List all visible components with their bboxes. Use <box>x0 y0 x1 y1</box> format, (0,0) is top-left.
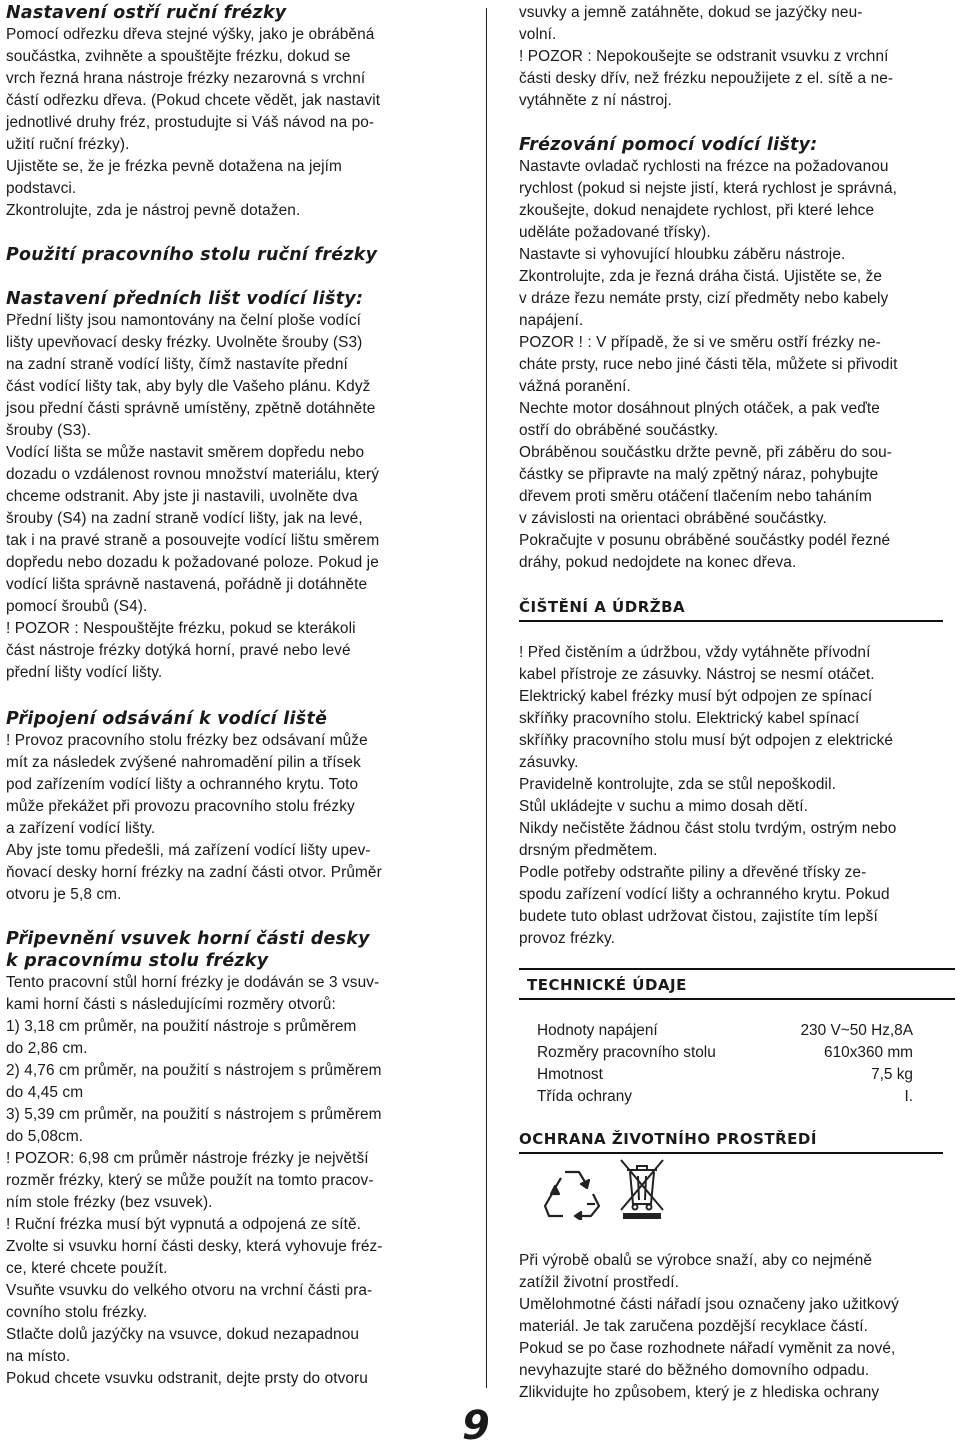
heading-environment: OCHRANA ŽIVOTNÍHO PROSTŘEDÍ <box>519 1130 943 1154</box>
text-line: Pokud chcete vsuvku odstranit, dejte prsty do otvoru <box>6 1370 368 1387</box>
spec-label: Hodnoty napájení <box>537 1022 658 1039</box>
text-line: podstavci. <box>6 180 77 197</box>
text-inserts <box>6 972 444 1390</box>
heading-technical-data: TECHNICKÉ ÚDAJE <box>519 968 955 1000</box>
heading-table-usage: Použití pracovního stolu ruční frézky <box>6 245 378 265</box>
text-line: ! Ruční frézka musí být vypnutá a odpojená ze sítě. <box>6 1216 361 1233</box>
text-blade-setting <box>6 24 444 222</box>
text-line: a zařízení vodící lišty. <box>6 820 156 837</box>
text-line: do 5,08cm. <box>6 1128 84 1145</box>
text-line: pod zařízením vodící lišty a ochranného krytu. Toto <box>6 776 359 793</box>
text-line: do 4,45 cm <box>6 1084 84 1101</box>
text-line: ! Provoz pracovního stolu frézky bez odsávaní může <box>6 732 368 749</box>
text-line: Tento pracovní stůl horní frézky je dodáván se 3 vsuv- <box>6 974 380 991</box>
text-line: vytáhněte z ní nástroj. <box>519 92 672 109</box>
text-line: pomocí šroubů (S4). <box>6 598 148 615</box>
text-line: covního stolu frézky. <box>6 1304 148 1321</box>
text-line: rychlost (pokud si nejste jistí, která rychlost je správná, <box>519 180 897 197</box>
spec-table <box>537 1020 913 1108</box>
text-insert-removal <box>519 2 959 112</box>
text-line: Pomocí odřezku dřeva stejné výšky, jako je obráběná <box>6 26 375 43</box>
text-line: kami horní části s následujícími rozměry otvorů: <box>6 996 336 1013</box>
text-line: materiál. Je tak zaručena pozdější recyklace částí. <box>519 1318 868 1335</box>
text-line: šrouby (S4) na zadní straně vodící lišty, jak na levé, <box>6 510 363 527</box>
text-line: na místo. <box>6 1348 71 1365</box>
spec-label: Třída ochrany <box>537 1088 632 1105</box>
text-line: ce, které chcete použít. <box>6 1260 168 1277</box>
text-line: Pravidelně kontrolujte, zda se stůl nepoškodil. <box>519 776 836 793</box>
text-line: Obráběnou součástku držte pevně, při záběru do sou- <box>519 444 892 461</box>
text-line: POZOR ! : V případě, že si ve směru ostří frézky ne- <box>519 334 881 351</box>
text-line: Přední lišty jsou namontovány na čelní ploše vodící <box>6 312 362 329</box>
spec-value: 7,5 kg <box>871 1066 913 1083</box>
text-line: Při výrobě obalů se výrobce snaží, aby co nejméně <box>519 1252 873 1269</box>
text-line: skříňky pracovního stolu musí být odpojen z elektrické <box>519 732 894 749</box>
heading-inserts-a: Připevnění vsuvek horní části desky <box>6 929 370 949</box>
text-line: dopředu nebo dozadu k požadované poloze. Pokud je <box>6 554 379 571</box>
heading-routing-guide: Frézování pomocí vodící lišty: <box>519 135 818 155</box>
text-line: ostří do obráběné součástky. <box>519 422 719 439</box>
text-line: součástka, zvihněte a spouštějte frézku, dokud se <box>6 48 351 65</box>
text-line: může překážet při provozu pracovního stolu frézky <box>6 798 355 815</box>
text-line: částky se připravte na malý zpětný náraz, pohybujte <box>519 466 879 483</box>
text-line: 2) 4,76 cm průměr, na použití s nástrojem s průměrem <box>6 1062 382 1079</box>
text-line: přední lišty vodící lišty. <box>6 664 163 681</box>
text-line: drsným předmětem. <box>519 842 658 859</box>
text-line: zásuvky. <box>519 754 579 771</box>
text-line: užití ruční frézky). <box>6 136 130 153</box>
heading-inserts-b: k pracovnímu stolu frézky <box>6 951 269 971</box>
text-line: Zlikvidujte ho způsobem, který je z hlediska ochrany <box>519 1384 880 1401</box>
text-line: vrch řezná hrana nástroje frézky nezarovná s vrchní <box>6 70 366 87</box>
text-line: Zkontrolujte, zda je řezná dráha čistá. Ujistěte se, že <box>519 268 883 285</box>
text-line: vsuvky a jemně zatáhněte, dokud se jazýčky neu- <box>519 4 863 21</box>
text-line: budete tuto oblast udržovat čistou, zajistíte tím lepší <box>519 908 878 925</box>
text-environment <box>519 1250 959 1404</box>
text-line: volní. <box>519 26 557 43</box>
text-line: rozměr frézky, který se může použít na tomto pracov- <box>6 1172 374 1189</box>
spec-row <box>537 1020 913 1042</box>
text-line: ! Před čistěním a údržbou, vždy vytáhněte přívodní <box>519 644 871 661</box>
text-line: na zadní straně vodící lišty, čímž nastavíte přední <box>6 356 348 373</box>
text-dust-extraction <box>6 730 444 906</box>
text-line: napájení. <box>519 312 584 329</box>
spec-label: Rozměry pracovního stolu <box>537 1044 716 1061</box>
text-line: Pokud se po čase rozhodnete nářadí vyměnit za nové, <box>519 1340 896 1357</box>
heading-dust-extraction: Připojení odsávání k vodící liště <box>6 709 328 729</box>
crossed-bin-icon <box>617 1156 667 1220</box>
text-line: vodící lišta správně nastavená, pořádně ji dotáhněte <box>6 576 368 593</box>
page-number: 9 <box>462 1403 490 1449</box>
heading-blade-setting: Nastavení ostří ruční frézky <box>6 3 287 23</box>
text-line: Nastavte ovladač rychlosti na frézce na požadovanou <box>519 158 889 175</box>
text-line: mít za následek zvýšené nahromadění pilin a třísek <box>6 754 361 771</box>
text-line: tak i na pravé straně a posouvejte vodící lištu směrem <box>6 532 380 549</box>
text-line: část vodící lišty tak, aby byly dle Vašeho plánu. Když <box>6 378 371 395</box>
text-line: ! POZOR : Nepokoušejte se odstranit vsuvku z vrchní <box>519 48 889 65</box>
text-line: spodu zařízení vodící lišty a ochranného krytu. Pokud <box>519 886 890 903</box>
spec-label: Hmotnost <box>537 1066 603 1083</box>
text-routing-guide <box>519 156 959 574</box>
text-line: Ujistěte se, že je frézka pevně dotažena na jejím <box>6 158 342 175</box>
text-line: šrouby (S3). <box>6 422 92 439</box>
text-line: ním stole frézky (bez vsuvek). <box>6 1194 213 1211</box>
text-line: Stlačte dolů jazýčky na vsuvce, dokud nezapadnou <box>6 1326 360 1343</box>
spec-value: 230 V~50 Hz,8A <box>800 1022 913 1039</box>
text-line: Vodící lišta se může nastavit směrem dopředu nebo <box>6 444 365 461</box>
text-line: vážná poranění. <box>519 378 631 395</box>
text-line: částí odřezku dřeva. (Pokud chcete vědět, jak nastavit <box>6 92 381 109</box>
text-line: ňovací desky horní frézky na zadní části otvor. Průměr <box>6 864 382 881</box>
text-line: 1) 3,18 cm průměr, na použití nástroje s průměrem <box>6 1018 357 1035</box>
text-line: část nástroje frézky dotýká horní, pravé nebo levé <box>6 642 351 659</box>
text-line: cháte prsty, ruce nebo jiné části těla, můžete si přivodit <box>519 356 898 373</box>
text-line: v závislosti na orientaci obráběné součástky. <box>519 510 827 527</box>
text-line: v dráze řezu nemáte prsty, cizí předměty nebo kabely <box>519 290 889 307</box>
text-line: jsou přední části správně umístěny, zpětně dotáhněte <box>6 400 376 417</box>
text-line: zkoušejte, dokud nenajdete rychlost, při které lehce <box>519 202 875 219</box>
spec-row <box>537 1042 913 1064</box>
text-line: ! POZOR: 6,98 cm průměr nástroje frézky je největší <box>6 1150 369 1167</box>
text-line: dřevem proti směru otáčení tlačením nebo taháním <box>519 488 872 505</box>
text-line: zatížil životní prostředí. <box>519 1274 679 1291</box>
spec-value: I. <box>904 1088 913 1105</box>
text-line: Zvolte si vsuvku horní části desky, která vyhovuje fréz- <box>6 1238 383 1255</box>
column-divider <box>486 8 487 1388</box>
heading-cleaning: ČIŠTĚNÍ A ÚDRŽBA <box>519 598 943 622</box>
text-line: dozadu o vzdálenost rovnou množství materiálu, který <box>6 466 380 483</box>
recycle-icon <box>541 1166 603 1220</box>
text-line: Vsuňte vsuvku do velkého otvoru na vrchní části pra- <box>6 1282 373 1299</box>
text-line: Pokračujte v posunu obráběné součástky podél řezné <box>519 532 891 549</box>
text-line: Nastavte si vyhovující hloubku záběru nástroje. <box>519 246 846 263</box>
text-line: Podle potřeby odstraňte piliny a dřevěné třísky ze- <box>519 864 867 881</box>
text-line: uděláte požadované třísky). <box>519 224 711 241</box>
text-line: Nikdy nečistěte žádnou část stolu tvrdým, ostrým nebo <box>519 820 897 837</box>
text-line: Elektrický kabel frézky musí být odpojen ze spínací <box>519 688 873 705</box>
text-line: jednotlivé druhy fréz, prostudujte si Váš návod na po- <box>6 114 375 131</box>
text-line: lišty upevňovací desky frézky. Uvolněte šrouby (S3) <box>6 334 363 351</box>
spec-row <box>537 1064 913 1086</box>
text-line: ! POZOR : Nespouštějte frézku, pokud se kterákoli <box>6 620 356 637</box>
text-line: chceme odstranit. Aby jste ji nastavili, uvolněte dva <box>6 488 358 505</box>
heading-front-rails: Nastavení předních lišt vodící lišty: <box>6 289 364 309</box>
text-line: provoz frézky. <box>519 930 616 947</box>
text-line: dráhy, pokud nedojdete na konec dřeva. <box>519 554 797 571</box>
text-line: Zkontrolujte, zda je nástroj pevně dotažen. <box>6 202 301 219</box>
text-line: otvoru je 5,8 cm. <box>6 886 122 903</box>
text-line: Umělohmotné části nářadí jsou označeny jako užitkový <box>519 1296 899 1313</box>
text-line: nevyhazujte staré do běžného domovního odpadu. <box>519 1362 870 1379</box>
text-line: Aby jste tomu předešli, má zařízení vodící lišty upev- <box>6 842 371 859</box>
text-line: části desky dřív, než frézku nepoužijete z el. sítě a ne- <box>519 70 894 87</box>
text-cleaning <box>519 642 959 950</box>
text-line: 3) 5,39 cm průměr, na použití s nástrojem s průměrem <box>6 1106 382 1123</box>
text-line: Nechte motor dosáhnout plných otáček, a pak veďte <box>519 400 880 417</box>
text-line: kabel přístroje ze zásuvky. Nástroj se nesmí otáčet. <box>519 666 875 683</box>
text-line: skříňky pracovního stolu. Elektrický kabel spínací <box>519 710 860 727</box>
spec-value: 610x360 mm <box>824 1044 913 1061</box>
text-line: Stůl ukládejte v suchu a mimo dosah dětí. <box>519 798 808 815</box>
text-line: do 2,86 cm. <box>6 1040 88 1057</box>
spec-row <box>537 1086 913 1108</box>
text-front-rails <box>6 310 444 684</box>
